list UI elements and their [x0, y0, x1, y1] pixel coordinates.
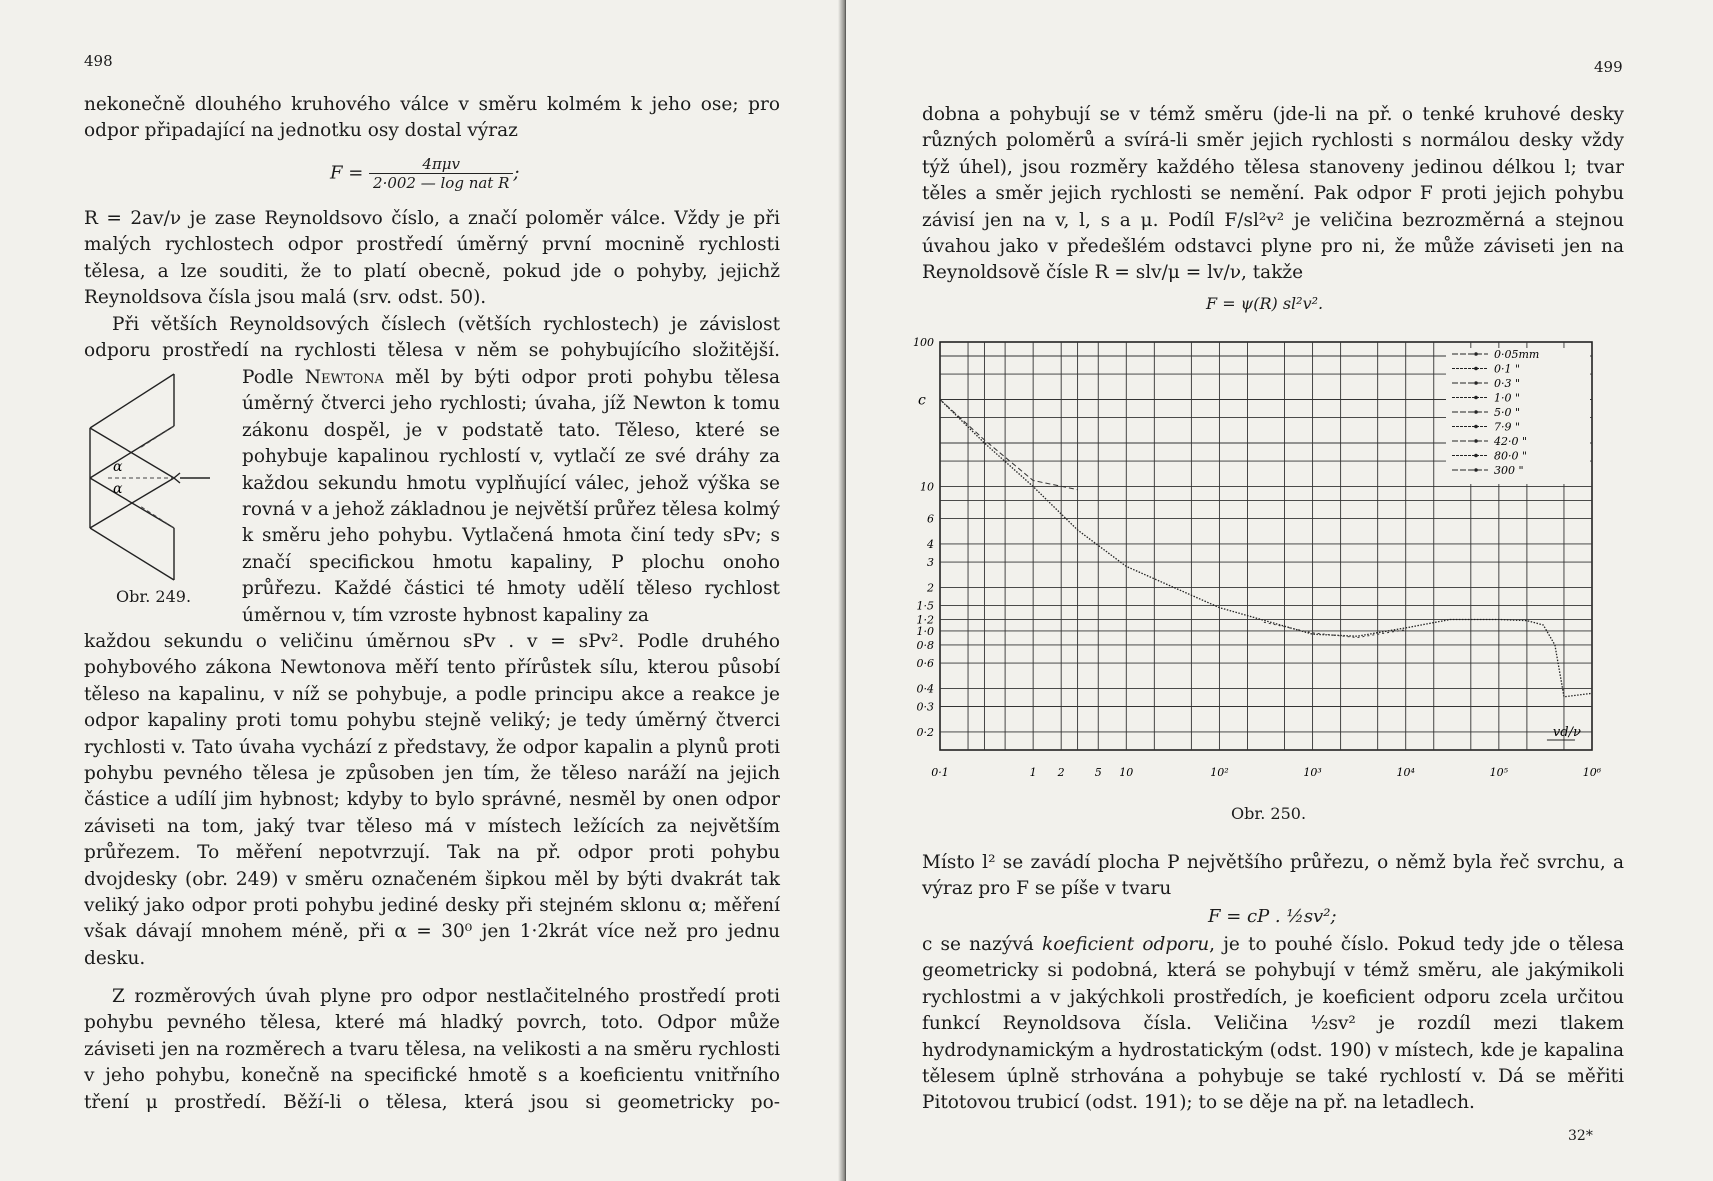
right-page — [846, 0, 1713, 1181]
legend-entry: 0·05mm — [1494, 348, 1540, 361]
legend-entry: 0·3 " — [1494, 377, 1521, 390]
legend-marker — [1474, 439, 1478, 443]
paragraph-newton — [242, 365, 780, 629]
paragraph-similar-bodies: dobna a pohybují se v témž směru (jde-li na př. o tenké kruhové desky různých poloměrů a svírá-li směr jejich rychlosti s normálou desky vždy týž úhel), jsou rozměry každého tělesa stanoveny jedinou délkou l; tvar těles a směr jejich rychlosti se nemění. Pak odpor F proti jejich pohybu závisí jen na v, l, s a μ. Podíl F/sl²v² je veličina bezrozměrná a stejnou úvahou jako v předešlém odstavci plyne pro ni, že může záviseti jen na Reynoldsově čísle R = slv/μ = lv/ν, takže — [922, 104, 1624, 284]
page-number-left: 498 — [84, 52, 113, 70]
formula-denominator: 2·002 — log nat R — [373, 174, 510, 192]
legend-marker — [1474, 468, 1478, 472]
page-number-right: 499 — [1594, 58, 1623, 76]
legend-entry: 42·0 " — [1494, 435, 1528, 448]
legend-marker — [1474, 396, 1478, 400]
coef-rest: , je to pouhé číslo. Pokud tedy jde o tělesa geometricky si podobná, která se pohybují v témž směru, ale jakýmikoli rychlostmi a v jakýchkoli prostředích, je koeficient odporu zcela určitou funkcí Reynoldsova čísla. Veličina ½sv² je rozdíl mezi tlakem hydrodynamickým a hydrostatickým (odst. 190) v místech, kde je kapalina tělesem úplně strhována a pohybuje se také rychlostí v. Dá se měřiti Pitotovou trubicí (odst. 191); to se děje na př. na letadlech. — [922, 934, 1625, 1114]
x-tick-label: 5 — [1094, 766, 1102, 779]
paragraph-reynolds: R = 2av/ν je zase Reynoldsovo číslo, a značí poloměr válce. Vždy je při malých rychlostech odpor prostředí úměrný první mocnině rychlosti tělesa, a lze souditi, že to platí obecně, pokud jde o pohyby, jejichž Reynoldsova čísla jsou malá (srv. odst. 50). — [84, 208, 780, 309]
x-tick-label: 10⁴ — [1396, 766, 1415, 779]
y-tick-label: 0·3 — [916, 700, 934, 714]
figure-250-caption: Obr. 250. — [1231, 804, 1307, 823]
formula-drag-coefficient: F = cP . ½sv²; — [1208, 906, 1337, 927]
legend-marker — [1474, 410, 1478, 414]
figure-249-caption: Obr. 249. — [116, 587, 192, 606]
left-body-lower — [84, 629, 780, 972]
paragraph-newton-continued: každou sekundu o veličinu úměrnou sPv . v = sPv². Podle druhého pohybového zákona Newtonova měří tento přírůstek sílu, kterou působí těleso na kapalinu, v níž se pohybuje, a podle principu akce a reakce je odpor kapaliny proti tomu pohybu stejně veliký; je tedy úměrný čtverci rychlosti v. Tato úvaha vychází z představy, že odpor kapalin a plynů proti pohybu pevného tělesa je způsoben jen tím, že těleso naráží na jejich částice a udílí jim hybnost; kdyby to bylo správné, nesměl by onen odpor záviseti na tom, jaký tvar těleso má v místech ležících za největším průřezem. To měření nepotvrzují. Tak na př. odpor proti pohybu dvojdesky (obr. 249) v směru označeném šipkou měl by býti dvakrát tak veliký jako odpor proti pohybu jediné desky při stejném sklonu α; měření však dávají mnohem méně, při α = 30⁰ jen 1·2krát více než pro jednu desku. — [84, 631, 780, 969]
x-tick-label: 0·1 — [931, 766, 949, 779]
y-tick-label: 100 — [913, 336, 934, 349]
figure-250-drag-chart — [886, 322, 1646, 802]
left-body-beside-figure — [242, 365, 780, 629]
cylinder-drag-formula — [330, 155, 519, 192]
coef-lead: c se nazývá — [922, 934, 1042, 955]
left-body-upper — [84, 206, 780, 364]
paragraph-coefficient — [922, 932, 1624, 1117]
newton-lead: Podle — [242, 367, 294, 388]
legend-marker — [1474, 454, 1478, 458]
chart-x-label: vd/ν — [1552, 725, 1581, 740]
legend-marker — [1474, 352, 1478, 356]
signature-mark: 32* — [1568, 1128, 1593, 1144]
left-page — [0, 0, 846, 1181]
legend-entry: 0·1 " — [1494, 362, 1521, 376]
formula-fraction — [369, 155, 513, 192]
x-tick-label: 10⁵ — [1489, 766, 1509, 779]
right-body-lower — [922, 932, 1624, 1117]
formula-psi: F = ψ(R) sl²v². — [1206, 294, 1324, 313]
right-body-upper — [922, 102, 1624, 287]
legend-entry: 300 " — [1494, 464, 1524, 477]
y-tick-label: 0·2 — [916, 725, 934, 739]
angle-label-lower: α — [113, 481, 123, 497]
formula-tail: ; — [513, 162, 520, 184]
formula-numerator: 4πμv — [369, 155, 513, 174]
x-tick-label: 2 — [1057, 766, 1065, 779]
formula-lhs: F = — [330, 162, 364, 184]
paragraph-cross-section: Místo l² se zavádí plocha P největšího průřezu, o němž byla řeč svrchu, a výraz pro F se píše v tvaru — [922, 852, 1624, 900]
y-tick-label: 3 — [927, 556, 934, 570]
legend-entry: 7·9 " — [1494, 420, 1521, 434]
y-tick-label: 4 — [927, 537, 934, 551]
y-tick-label: 10 — [920, 480, 934, 494]
legend-marker — [1474, 367, 1478, 371]
y-tick-label: 1·0 — [916, 624, 934, 638]
intro-line-1: nekonečně dlouhého kruhového válce v směru kolmém k jeho ose; pro — [84, 94, 780, 115]
angle-label-upper: α — [113, 459, 123, 475]
chart-legend — [1446, 348, 1590, 484]
chart-y-label: c — [918, 392, 926, 409]
x-tick-label: 10³ — [1303, 766, 1322, 779]
legend-marker — [1474, 425, 1478, 429]
chart-x-ticks — [931, 740, 1602, 779]
coef-term: koeficient odporu — [1042, 934, 1210, 955]
y-tick-label: 1·2 — [916, 613, 934, 627]
right-body-middle — [922, 850, 1624, 903]
x-tick-label: 10² — [1210, 766, 1229, 779]
left-body-bottom — [84, 984, 780, 1116]
x-tick-label: 10 — [1119, 766, 1134, 779]
x-tick-label: 1 — [1029, 766, 1037, 779]
curve-series-2 — [940, 400, 1078, 490]
legend-marker — [1474, 381, 1478, 385]
y-tick-label: 0·8 — [916, 638, 934, 652]
newton-text: měl by býti odpor proti pohybu tělesa úměrný čtverci jeho rychlosti; úvaha, jíž Newton k tomu zákonu dospěl, je v podstatě tato. Těleso, které se pohybuje kapalinou rychlostí v, vytlačí ze své dráhy za každou sekundu hmotu vyplňující válec, jehož výška se rovná v a jehož základnou je největší průřez tělesa kolmý k směru jeho pohybu. Vytlačená hmota činí tedy sPv; s značí specifickou hmotu kapaliny, P plochu onoho průřezu. Každé částici té hmoty udělí těleso rychlost úměrnou v, tím vzroste hybnost kapaliny za — [242, 367, 780, 626]
intro-line-2: odpor připadající na jednotku osy dostal výraz — [84, 120, 518, 142]
newton-name: Newtona — [304, 367, 384, 388]
y-tick-label: 0·4 — [916, 682, 934, 696]
legend-entry: 80·0 " — [1494, 449, 1528, 463]
paragraph-larger-reynolds: Při větších Reynoldsových číslech (větších rychlostech) je závislost odporu prostředí na rychlosti tělesa v něm se pohybujícího složitější. — [84, 313, 780, 362]
y-tick-label: 6 — [927, 512, 934, 526]
y-tick-label: 1·5 — [916, 599, 934, 613]
y-tick-label: 2 — [927, 581, 934, 595]
paragraph-dimensional: Z rozměrových úvah plyne pro odpor nestlačitelného prostředí proti pohybu pevného tělesa, které má hladký povrch, toto. Odpor může záviseti jen na rozměrech a tvaru tělesa, na velikosti a na směru rychlosti v jeho pohybu, konečně na specifické hmotě s a koeficientu vnitřního tření μ prostředí. Běží-li o tělesa, která jsou si geometricky po- — [84, 986, 780, 1113]
y-tick-label: 0·6 — [916, 657, 934, 671]
figure-249-double-plate — [80, 368, 240, 598]
legend-entry: 1·0 " — [1494, 391, 1521, 405]
x-tick-label: 10⁶ — [1582, 766, 1602, 779]
legend-entry: 5·0 " — [1494, 406, 1521, 419]
left-intro — [84, 92, 780, 145]
